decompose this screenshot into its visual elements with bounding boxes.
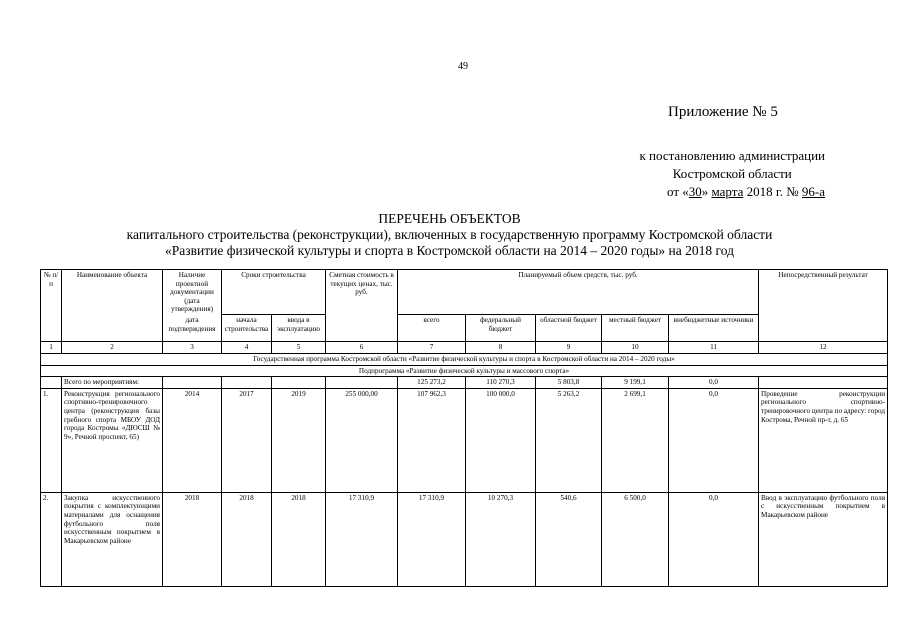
list-title-line-3: «Развитие физической культуры и спорта в Костромской области на 2014 – 2020 годы» на 2018 год bbox=[165, 243, 734, 258]
row-start-year: 2018 bbox=[222, 492, 272, 586]
header-docs-date: дата подтверждения bbox=[163, 315, 222, 342]
row-result: Проведение реконструкции регионального спортивно-тренировочного центра по адресу: город Кострома, Речной пр-т, д. 65 bbox=[759, 388, 888, 492]
decree-line-1: к постановлению администрации bbox=[639, 148, 825, 163]
table-row bbox=[41, 388, 888, 492]
total-local: 9 199,1 bbox=[602, 377, 669, 389]
objects-table bbox=[40, 269, 888, 587]
column-number: 10 bbox=[602, 342, 669, 354]
list-title-line-1: ПЕРЕЧЕНЬ ОБЪЕКТОВ bbox=[378, 211, 521, 226]
row-federal: 10 270,3 bbox=[466, 492, 536, 586]
column-number: 11 bbox=[669, 342, 759, 354]
header-terms: Сроки строительства bbox=[222, 270, 326, 315]
row-estimated-cost: 17 310,9 bbox=[326, 492, 398, 586]
total-sum: 125 273,2 bbox=[398, 377, 466, 389]
header-result: Непосредственный результат bbox=[759, 270, 888, 342]
table-row bbox=[41, 492, 888, 586]
column-number: 1 bbox=[41, 342, 62, 354]
decree-prefix: от « bbox=[666, 184, 689, 199]
total-row bbox=[41, 377, 888, 389]
decree-reference bbox=[639, 147, 825, 201]
row-total: 17 310,9 bbox=[398, 492, 466, 586]
column-number: 5 bbox=[272, 342, 326, 354]
row-num: 2. bbox=[41, 492, 62, 586]
page-number: 49 bbox=[458, 61, 468, 72]
decree-number: 96-а bbox=[801, 184, 825, 199]
column-number-row bbox=[41, 342, 888, 354]
row-start-year: 2017 bbox=[222, 388, 272, 492]
row-local: 2 699,1 bbox=[602, 388, 669, 492]
column-number: 8 bbox=[466, 342, 536, 354]
total-label: Всего по мероприятиям: bbox=[62, 377, 163, 389]
total-federal: 110 270,3 bbox=[466, 377, 536, 389]
header-name: Наименование объекта bbox=[62, 270, 163, 342]
column-number: 6 bbox=[326, 342, 398, 354]
row-docs-date: 2018 bbox=[163, 492, 222, 586]
column-number: 12 bbox=[759, 342, 888, 354]
header-regional: областной бюджет bbox=[536, 315, 602, 342]
column-number: 7 bbox=[398, 342, 466, 354]
subprogram-row bbox=[41, 365, 888, 377]
header-total: всего bbox=[398, 315, 466, 342]
header-local: местный бюджет bbox=[602, 315, 669, 342]
header-cost: Сметная стоимость в текущих ценах, тыс. руб. bbox=[326, 270, 398, 342]
header-num: № п/п bbox=[41, 270, 62, 342]
decree-mid2: 2018 г. № bbox=[743, 184, 802, 199]
row-commission-year: 2018 bbox=[272, 492, 326, 586]
list-title bbox=[0, 211, 899, 259]
row-regional: 5 263,2 bbox=[536, 388, 602, 492]
row-local: 6 500,0 bbox=[602, 492, 669, 586]
decree-month: марта bbox=[711, 184, 744, 199]
row-extra: 0,0 bbox=[669, 492, 759, 586]
decree-line-3 bbox=[639, 183, 825, 201]
row-commission-year: 2019 bbox=[272, 388, 326, 492]
column-number: 4 bbox=[222, 342, 272, 354]
header-funds: Планируемый объем средств, тыс. руб. bbox=[398, 270, 759, 315]
column-number: 9 bbox=[536, 342, 602, 354]
header-row-top bbox=[41, 270, 888, 315]
header-extra: внебюджетные источники bbox=[669, 315, 759, 342]
subprogram-title: Подпрограмма «Развитие физической культуры и массового спорта» bbox=[41, 365, 888, 377]
decree-mid1: » bbox=[701, 184, 712, 199]
list-title-line-2: капитального строительства (реконструкции), включенных в государственную программу Костромской области bbox=[126, 227, 773, 242]
program-title: Государственная программа Костромской области «Развитие физической культуры и спорта в Костромской области на 2014 – 2020 годы» bbox=[41, 354, 888, 366]
row-object-name: Реконструкция регионального спортивно-тренировочного центра (реконструкция базы гребного спорта МБОУ ДОД города Костромы «ДЮСШ № 9», Речной проспект, 65) bbox=[62, 388, 163, 492]
header-federal: федеральный бюджет bbox=[466, 315, 536, 342]
total-regional: 5 803,8 bbox=[536, 377, 602, 389]
decree-day: 30 bbox=[688, 184, 702, 199]
row-num: 1. bbox=[41, 388, 62, 492]
row-regional: 540,6 bbox=[536, 492, 602, 586]
header-start: начала строительства bbox=[222, 315, 272, 342]
row-estimated-cost: 255 000,00 bbox=[326, 388, 398, 492]
column-number: 3 bbox=[163, 342, 222, 354]
row-docs-date: 2014 bbox=[163, 388, 222, 492]
total-extra: 0,0 bbox=[669, 377, 759, 389]
program-row bbox=[41, 354, 888, 366]
row-result: Ввод в эксплуатацию футбольного поля с искусственным покрытием в Макарьевском районе bbox=[759, 492, 888, 586]
row-total: 107 962,3 bbox=[398, 388, 466, 492]
header-docs: Наличие проектной документации (дата утверждения) bbox=[163, 270, 222, 315]
row-federal: 100 000,0 bbox=[466, 388, 536, 492]
decree-line-2: Костромской области bbox=[672, 166, 792, 181]
row-extra: 0,0 bbox=[669, 388, 759, 492]
appendix-title: Приложение № 5 bbox=[668, 104, 778, 120]
header-commission: ввода в эксплуатацию bbox=[272, 315, 326, 342]
row-object-name: Закупка искусственного покрытия с комплектующими материалами для оснащения футбольного поля искусственным покрытием в Макарьевском районе bbox=[62, 492, 163, 586]
column-number: 2 bbox=[62, 342, 163, 354]
